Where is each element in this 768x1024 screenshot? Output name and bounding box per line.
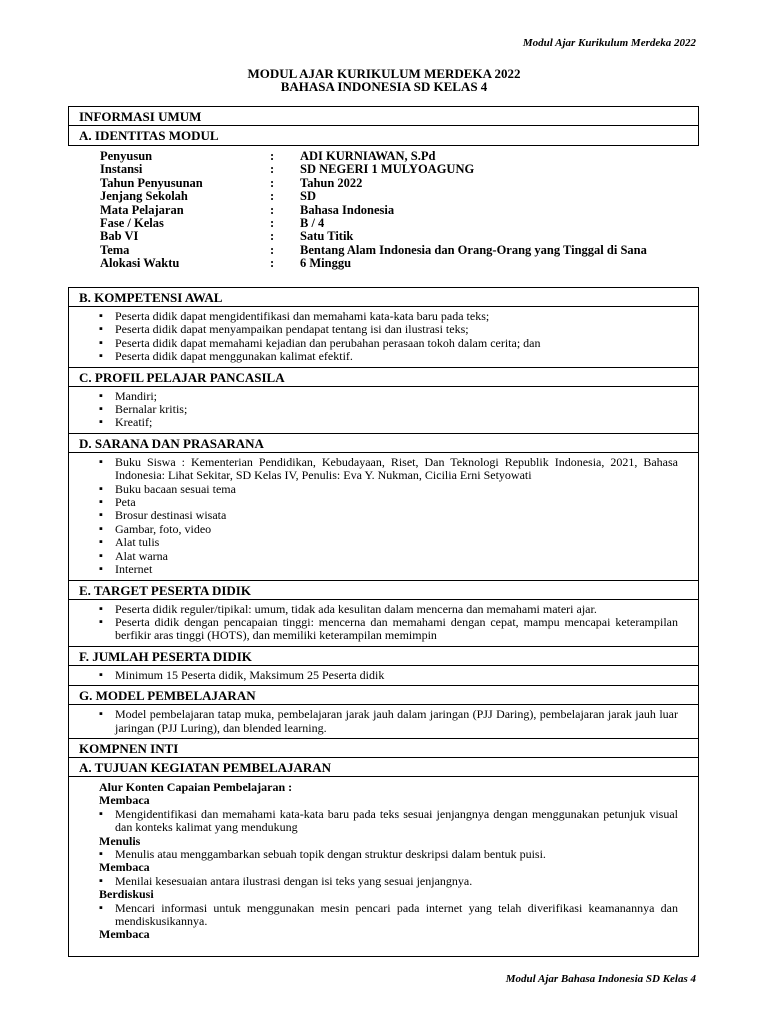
- colon: :: [270, 202, 275, 217]
- colon: :: [270, 149, 275, 163]
- list-item: ▪ Alat warna: [99, 550, 678, 563]
- sarana-body: [69, 453, 698, 581]
- list-item: ▪ Menilai kesesuaian antara ilustrasi dengan isi teks yang sesuai jenjangnya.: [99, 875, 678, 888]
- group-title: Berdiskusi: [99, 887, 154, 902]
- module-sections-box: [68, 287, 699, 957]
- identitas-row: [100, 177, 647, 190]
- identitas-value: Satu Titik: [300, 229, 354, 244]
- identitas-label: Jenjang Sekolah: [100, 189, 188, 204]
- list-item: ▪ Brosur destinasi wisata: [99, 509, 678, 522]
- list-item: ▪ Gambar, foto, video: [99, 523, 678, 536]
- identitas-row: [100, 244, 647, 257]
- group-title: Membaca: [99, 860, 150, 875]
- list-item: ▪ Minimum 15 Peserta didik, Maksimum 25 Peserta didik: [99, 669, 678, 682]
- list-item: ▪ Peserta didik dapat menyampaikan pendapat tentang isi dan ilustrasi teks;: [99, 323, 678, 336]
- list-item: ▪ Peserta didik dapat memahami kejadian dan perubahan perasaan tokoh dalam cerita; dan: [99, 337, 678, 350]
- profil-heading: C. PROFIL PELAJAR PANCASILA: [69, 368, 698, 387]
- colon: :: [270, 215, 275, 230]
- identitas-label: Mata Pelajaran: [100, 202, 184, 217]
- group-title: Membaca: [99, 927, 150, 942]
- list-item: ▪ Peserta didik reguler/tipikal: umum, tidak ada kesulitan dalam mencerna dan memahami materi ajar.: [99, 603, 678, 616]
- jumlah-body: [69, 666, 698, 686]
- list-item: ▪ Bernalar kritis;: [99, 403, 678, 416]
- group-title: Menulis: [99, 833, 141, 848]
- colon: :: [270, 242, 275, 257]
- identitas-row: [100, 230, 647, 243]
- tujuan-heading: A. TUJUAN KEGIATAN PEMBELAJARAN: [69, 758, 698, 777]
- identitas-label: Penyusun: [100, 149, 153, 163]
- kompetensi-heading: B. KOMPETENSI AWAL: [69, 288, 698, 307]
- colon: :: [270, 189, 275, 204]
- identitas-label: Tahun Penyusunan: [100, 175, 203, 190]
- running-header: Modul Ajar Kurikulum Merdeka 2022: [522, 37, 696, 49]
- identitas-label: Bab VI: [100, 229, 139, 244]
- identitas-value: B / 4: [300, 215, 325, 230]
- identitas-value: 6 Minggu: [300, 256, 352, 271]
- identitas-value: SD: [300, 189, 316, 204]
- identitas-label: Instansi: [100, 162, 143, 177]
- identitas-table: [100, 150, 647, 271]
- list-item: ▪ Peserta didik dengan pencapaian tinggi: mencerna dan memahami dengan cepat, mampu mencapai keterampilan berfikir aras tinggi (HOTS), dan memiliki keterampilan memimpin: [99, 616, 678, 643]
- identitas-row: [100, 190, 647, 203]
- identitas-row: [100, 217, 647, 230]
- sarana-heading: D. SARANA DAN PRASARANA: [69, 434, 698, 453]
- informasi-umum-heading: INFORMASI UMUM: [69, 107, 698, 126]
- list-item: ▪ Peserta didik dapat mengidentifikasi dan memahami kata-kata baru pada teks;: [99, 310, 678, 323]
- list-item: ▪ Model pembelajaran tatap muka, pembelajaran jarak jauh dalam jaringan (PJJ Daring), pembelajaran jarak jauh luar jaringan (PJJ Luring), dan blended learning.: [99, 708, 678, 735]
- identitas-label: Alokasi Waktu: [100, 256, 180, 271]
- tujuan-body: [69, 777, 698, 945]
- identitas-row: [100, 150, 647, 163]
- identitas-value: Tahun 2022: [300, 175, 363, 190]
- model-heading: G. MODEL PEMBELAJARAN: [69, 686, 698, 705]
- list-item: ▪ Kreatif;: [99, 416, 678, 429]
- list-item: ▪ Mandiri;: [99, 390, 678, 403]
- target-heading: E. TARGET PESERTA DIDIK: [69, 581, 698, 600]
- colon: :: [270, 229, 275, 244]
- identitas-label: Tema: [100, 242, 130, 257]
- list-item: ▪ Peserta didik dapat menggunakan kalimat efektif.: [99, 350, 678, 363]
- identitas-value: SD NEGERI 1 MULYOAGUNG: [300, 162, 475, 177]
- profil-body: [69, 387, 698, 434]
- komponen-inti-heading: KOMPNEN INTI: [69, 739, 698, 758]
- colon: :: [270, 175, 275, 190]
- identitas-row: [100, 163, 647, 176]
- identitas-row: [100, 257, 647, 270]
- informasi-umum-box: [68, 106, 699, 146]
- identitas-value: Bentang Alam Indonesia dan Orang-Orang yang Tinggal di Sana: [300, 242, 647, 257]
- jumlah-heading: F. JUMLAH PESERTA DIDIK: [69, 647, 698, 666]
- identitas-label: Fase / Kelas: [100, 215, 164, 230]
- alur-konten-title: Alur Konten Capaian Pembelajaran :: [99, 779, 293, 794]
- document-subtitle: BAHASA INDONESIA SD KELAS 4: [280, 79, 488, 94]
- group-title: Membaca: [99, 793, 150, 808]
- running-footer: Modul Ajar Bahasa Indonesia SD Kelas 4: [505, 973, 696, 985]
- identitas-heading: A. IDENTITAS MODUL: [79, 128, 219, 143]
- identitas-value: ADI KURNIAWAN, S.Pd: [300, 149, 436, 163]
- list-item: ▪ Menulis atau menggambarkan sebuah topik dengan struktur deskripsi dalam bentuk puisi.: [99, 848, 678, 861]
- kompetensi-body: [69, 307, 698, 368]
- model-body: [69, 705, 698, 739]
- document-title: MODUL AJAR KURIKULUM MERDEKA 2022: [247, 66, 521, 81]
- list-item: ▪ Peta: [99, 496, 678, 509]
- list-item: ▪ Alat tulis: [99, 536, 678, 549]
- list-item: ▪ Buku Siswa : Kementerian Pendidikan, Kebudayaan, Riset, Dan Teknologi Republik Indonesia, 2021, Bahasa Indonesia: Lihat Sekitar, SD Kelas IV, Penulis: Eva Y. Nukman, Cicilia Erni Setyowati: [99, 456, 678, 483]
- list-item: ▪ Internet: [99, 563, 678, 576]
- list-item: ▪ Mengidentifikasi dan memahami kata-kata baru pada teks sesuai jenjangnya dengan menggunakan petunjuk visual dan konteks kalimat yang mendukung: [99, 808, 678, 835]
- identitas-value: Bahasa Indonesia: [300, 202, 395, 217]
- colon: :: [270, 162, 275, 177]
- list-item: ▪ Mencari informasi untuk menggunakan mesin pencari pada internet yang telah diverifikasi keamanannya dan mendiskusikannya.: [99, 902, 678, 929]
- identitas-row: [100, 204, 647, 217]
- colon: :: [270, 256, 275, 271]
- target-body: [69, 600, 698, 647]
- list-item: ▪ Buku bacaan sesuai tema: [99, 483, 678, 496]
